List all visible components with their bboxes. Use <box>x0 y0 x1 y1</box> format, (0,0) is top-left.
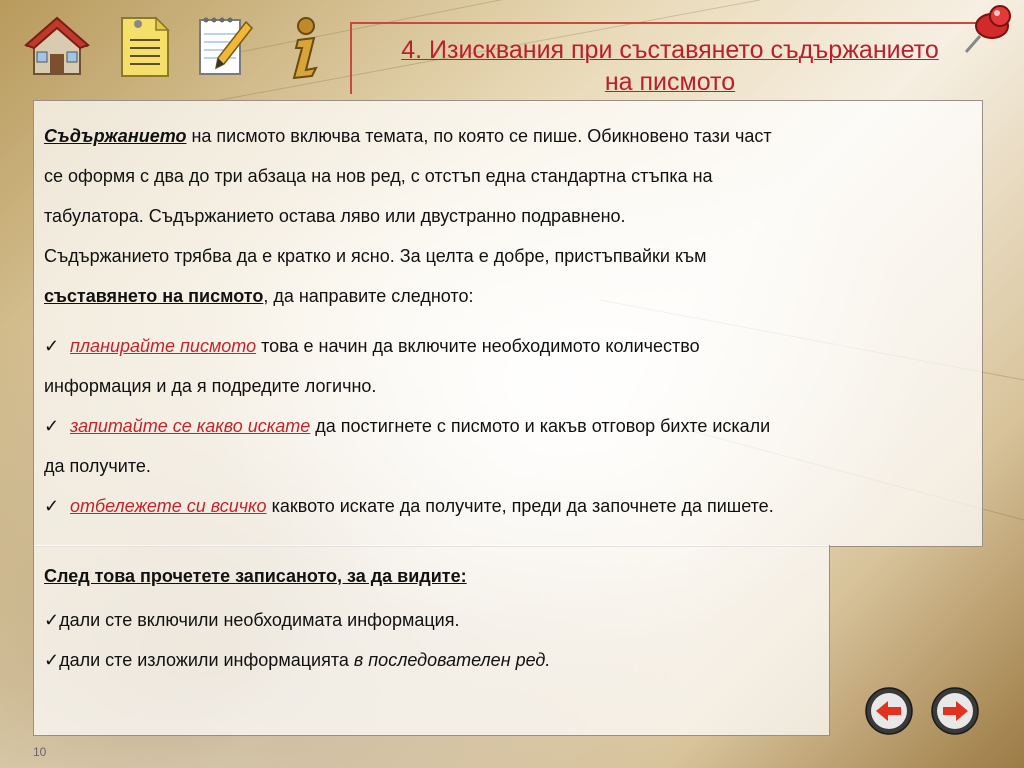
info-icon[interactable] <box>270 12 340 82</box>
check-icon: ✓ <box>44 336 60 356</box>
document-icon[interactable] <box>110 12 180 82</box>
home-icon[interactable] <box>22 12 92 82</box>
notepad-pencil-icon[interactable] <box>190 12 260 82</box>
note-everything-link[interactable]: отбележете си всичко <box>70 496 267 516</box>
bullet-item <box>44 326 974 366</box>
ask-yourself-link[interactable]: запитайте се какво искате <box>70 416 311 436</box>
bullet-text: това е начин да включите необходимото количество <box>256 336 700 356</box>
review-item <box>44 640 814 680</box>
title-line-2: на писмото <box>604 68 736 96</box>
paragraph-2-line-2 <box>44 276 974 316</box>
bullet-item <box>44 486 974 526</box>
prev-arrow-icon[interactable] <box>864 686 914 736</box>
content-term: Съдържанието <box>44 126 187 146</box>
paragraph-1-line-3: табулатора. Съдържанието остава ляво или двустранно подравнено. <box>44 206 626 226</box>
review-item-text: дали сте изложили информацията <box>59 650 354 670</box>
bullet-item <box>44 406 974 446</box>
check-icon: ✓ <box>44 416 60 436</box>
title-border-top <box>350 22 980 24</box>
paragraph-2-rest: , да направите следното: <box>263 286 474 306</box>
check-icon: ✓ <box>44 496 60 516</box>
paragraph-1-text: на писмото включва темата, по която се пише. Обикновено тази част <box>186 126 772 146</box>
check-icon: ✓ <box>44 650 60 670</box>
review-item <box>44 600 814 640</box>
bullet-continuation: да получите. <box>44 456 151 476</box>
main-content <box>44 116 974 526</box>
review-section <box>44 556 814 680</box>
slide-title <box>360 34 980 98</box>
check-icon: ✓ <box>44 610 60 630</box>
bullet-text: да постигнете с писмото и какъв отговор бихте искали <box>310 416 771 436</box>
title-line-1: 4. Изисквания при съставянето съдържанието <box>401 36 939 64</box>
review-heading: След това прочетете записаното, за да видите: <box>44 566 467 586</box>
paragraph-2-line-1: Съдържанието трябва да е кратко и ясно. За целта е добре, пристъпвайки към <box>44 246 707 266</box>
paragraph-1 <box>44 116 974 156</box>
review-item-text: дали сте включили необходимата информация. <box>59 610 460 630</box>
page-number: 10 <box>33 745 47 759</box>
bullet-continuation: информация и да я подредите логично. <box>44 376 377 396</box>
bullet-text: каквото искате да получите, преди да започнете да пишете. <box>266 496 774 516</box>
plan-letter-link[interactable]: планирайте писмото <box>70 336 257 356</box>
paragraph-1-line-2: се оформя с два до три абзаца на нов ред, с отстъп една стандартна стъпка на <box>44 166 713 186</box>
next-arrow-icon[interactable] <box>930 686 980 736</box>
title-border-left <box>350 22 352 94</box>
review-item-italic: в последователен ред. <box>353 650 551 670</box>
composing-term: съставянето на писмото <box>44 286 264 306</box>
